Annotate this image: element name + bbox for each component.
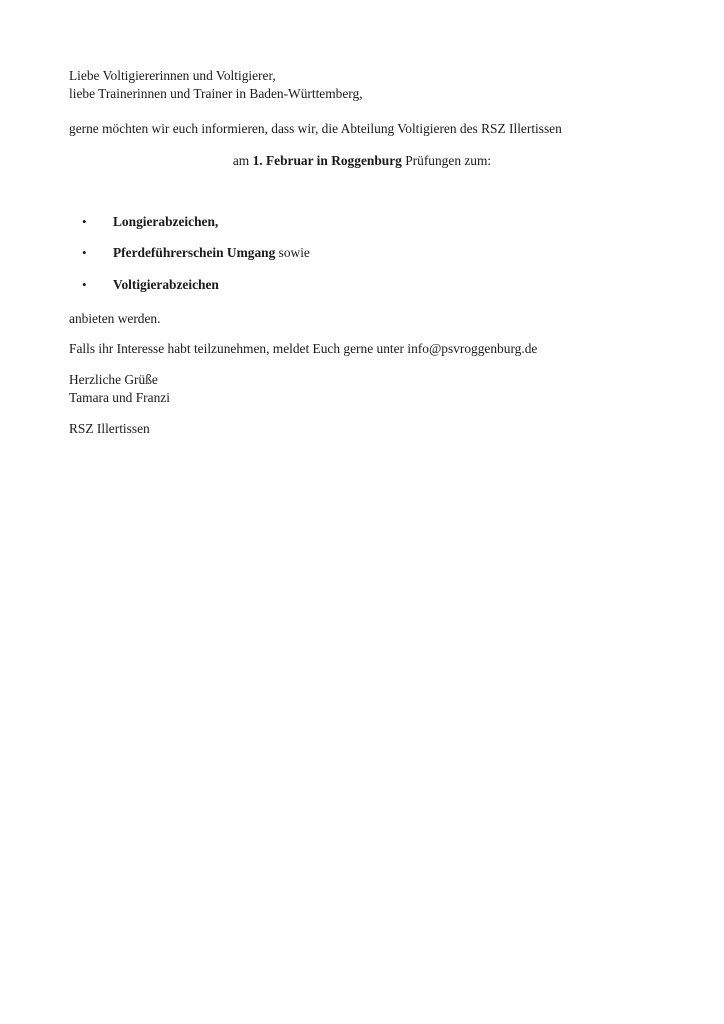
contact-line: Falls ihr Interesse habt teilzunehmen, meldet Euch gerne unter info@psvroggenburg.de: [69, 341, 538, 356]
list-item-rest: sowie: [275, 245, 310, 260]
date-location-bold: 1. Februar in Roggenburg: [252, 153, 402, 168]
date-prefix: am: [232, 153, 253, 168]
bullet-icon: •: [82, 214, 87, 229]
list-item: [113, 213, 218, 230]
date-suffix: Prüfungen zum:: [401, 153, 492, 168]
list-item-bold: Pferdeführerschein Umgang: [113, 245, 276, 260]
date-location-line: [0, 152, 724, 169]
list-item: [113, 276, 219, 293]
offer-line: anbieten werden.: [69, 311, 161, 326]
organization-line: RSZ Illertissen: [69, 421, 150, 436]
closing-line: Herzliche Grüße: [69, 372, 158, 387]
intro-paragraph: gerne möchten wir euch informieren, dass wir, die Abteilung Voltigieren des RSZ Illertissen: [69, 121, 562, 136]
list-item-bold: Voltigierabzeichen: [113, 277, 219, 292]
signature-line: Tamara und Franzi: [69, 390, 170, 405]
greeting-line-1: Liebe Voltigiererinnen und Voltigierer,: [69, 68, 276, 83]
bullet-icon: •: [82, 277, 87, 292]
list-item: [113, 244, 310, 261]
greeting-line-2: liebe Trainerinnen und Trainer in Baden-Württemberg,: [69, 86, 363, 101]
list-item-bold: Longierabzeichen,: [113, 214, 219, 229]
bullet-icon: •: [82, 245, 87, 260]
